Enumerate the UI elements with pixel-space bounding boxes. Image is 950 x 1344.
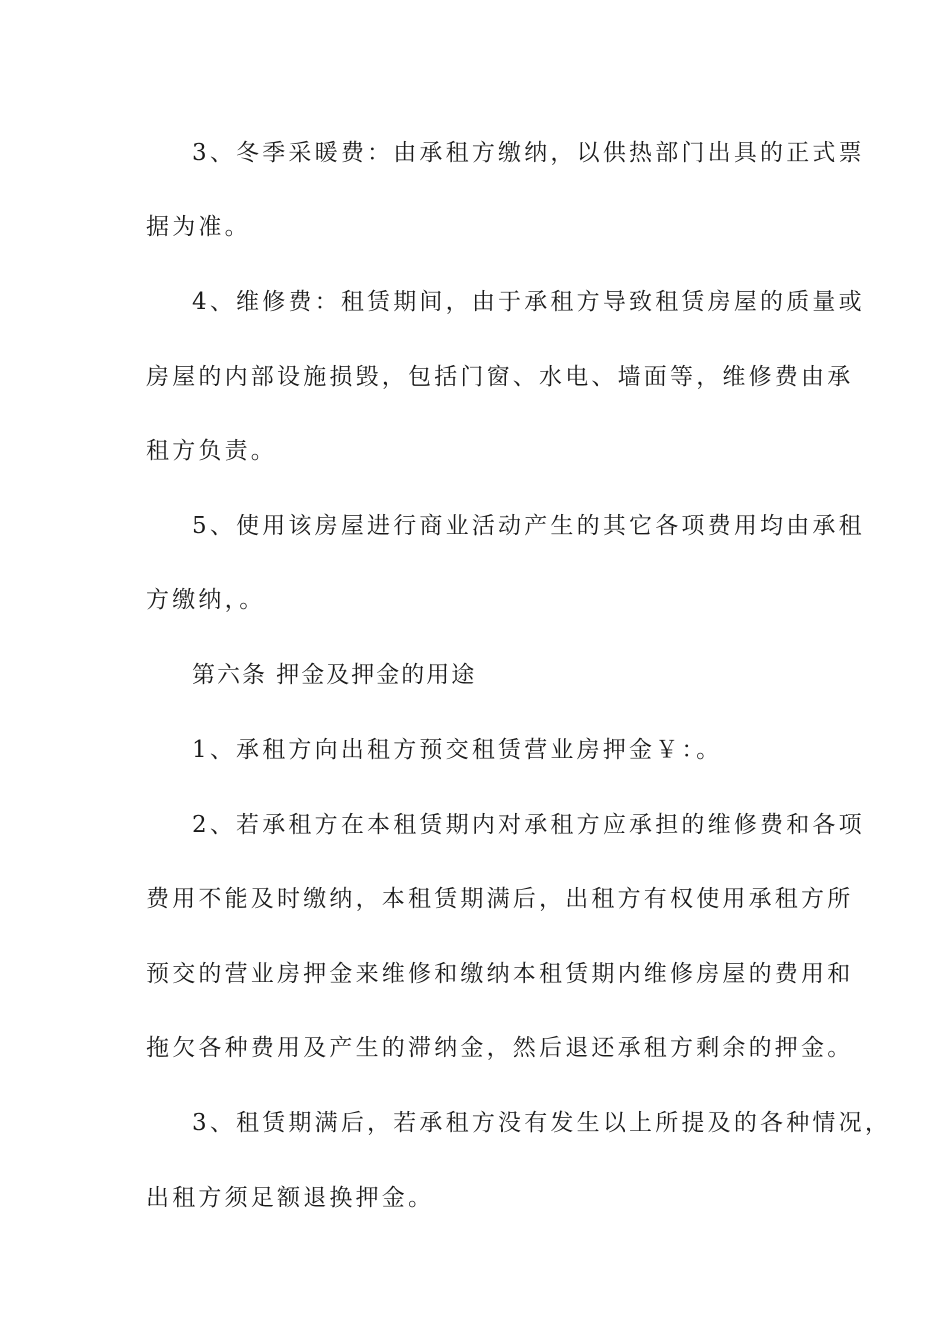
- clause-4-maintenance-fee-line-3: 租方负责。: [146, 438, 277, 464]
- article-6-item-1: 1、承租方向出租方预交租赁营业房押金￥：。: [192, 737, 723, 763]
- clause-5-other-fees-line-2: 方缴纳，。: [146, 587, 266, 613]
- clause-5-other-fees-line-1: 5、使用该房屋进行商业活动产生的其它各项费用均由承租: [192, 513, 865, 539]
- article-6-item-3-line-2: 出租方须足额退换押金。: [146, 1185, 435, 1211]
- clause-3-heating-fee-line-1: 3、冬季采暖费：由承租方缴纳，以供热部门出具的正式票: [192, 140, 865, 166]
- clause-4-maintenance-fee-line-1: 4、维修费：租赁期间，由于承租方导致租赁房屋的质量或: [192, 289, 865, 315]
- article-6-item-3-line-1: 3、租赁期满后，若承租方没有发生以上所提及的各种情况，: [192, 1110, 892, 1136]
- article-6-item-2-line-1: 2、若承租方在本租赁期内对承租方应承担的维修费和各项: [192, 812, 865, 838]
- clause-4-maintenance-fee-line-2: 房屋的内部设施损毁，包括门窗、水电、墙面等，维修费由承: [146, 364, 854, 390]
- article-6-heading: 第六条 押金及押金的用途: [192, 662, 477, 688]
- article-6-item-2-line-2: 费用不能及时缴纳，本租赁期满后，出租方有权使用承租方所: [146, 886, 854, 912]
- article-6-item-2-line-4: 拖欠各种费用及产生的滞纳金，然后退还承租方剩余的押金。: [146, 1035, 854, 1061]
- article-6-item-2-line-3: 预交的营业房押金来维修和缴纳本租赁期内维修房屋的费用和: [146, 961, 854, 987]
- clause-3-heating-fee-line-2: 据为准。: [146, 214, 251, 240]
